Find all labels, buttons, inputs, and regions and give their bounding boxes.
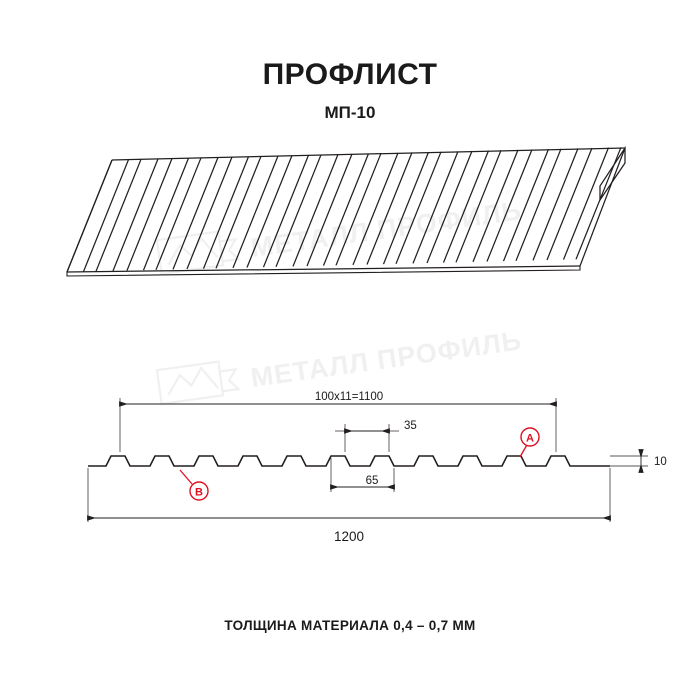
watermark-text: МЕТАЛЛ ПРОФИЛЬ [248, 325, 524, 394]
product-model-label: МП-10 [324, 103, 376, 122]
page-title: ПРОФЛИСТ [262, 58, 438, 91]
dimension-rib-top-width: 35 [404, 420, 417, 432]
watermark-text: МЕТАЛЛ ПРОФИЛЬ [248, 195, 524, 264]
callout-a-label: A [526, 432, 534, 445]
callout-b-label: B [195, 486, 203, 499]
material-thickness-note: ТОЛЩИНА МАТЕРИАЛА 0,4 – 0,7 ММ [224, 618, 476, 633]
dimension-rib-height: 10 [654, 456, 667, 468]
dimension-rib-pitch-base: 65 [365, 475, 379, 487]
dimension-effective-width: 100х11=1100 [314, 391, 384, 403]
dimension-overall-width: 1200 [333, 529, 365, 544]
